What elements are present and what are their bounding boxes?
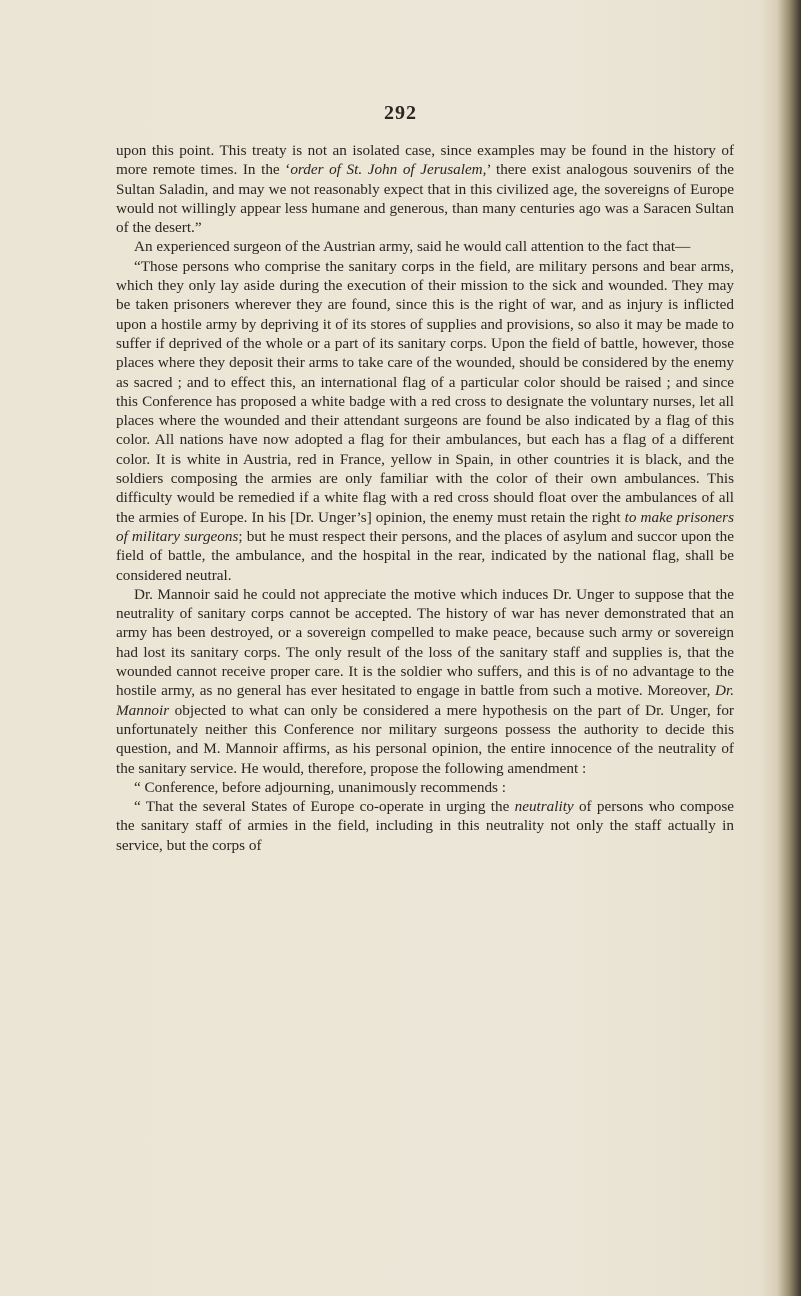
italic-phrase: order of St. John of Jerusalem,	[290, 161, 487, 179]
paragraph-6: “ That the several States of Europe co-operate in urging the neutrality of persons who compose the sanitary staff of armies in the field, including in this neutrality not only the staff actually in service, but the corps of	[116, 798, 735, 854]
italic-phrase: neutrality	[514, 798, 574, 816]
italic-phrase: to make prisoners of military surgeons	[116, 508, 734, 545]
italic-phrase: Dr. Mannoir	[116, 682, 734, 719]
paragraph-3: “Those persons who comprise the sanitary corps in the field, are military persons and bear arms, which they only lay aside during the execution of their mission to the sick and wounded. They may be taken prisoners wherever they are found, since this is the right of war, and as injury is inflicted upon a hostile army by depriving it of its stores of supplies and provisions, so also it may be made to suffer if deprived of the whole or a part of its sanitary corps. Upon the field of battle, however, those places where they deposit their arms to take care of the wounded, should be considered by the enemy as sacred ; and to effect this, an international flag of a particular color should be raised ; and since this Conference has proposed a white badge with a red cross to designate the voluntary nurses, let all places where the wounded and their attendant surgeons are found be also indicated by a flag of this color. All nations have now adopted a flag for their ambulances, but each has a flag of a different color. It is white in Austria, red in France, yellow in Spain, in other countries it is black, and the soldiers composing the armies are only familiar with the color of their own ambulances. This difficulty would be remedied if a white flag with a red cross should float over the ambulances of all the armies of Europe. In his [Dr. Unger’s] opinion, the enemy must retain the right to make prisoners of military surgeons; but he must respect their persons, and the places of asylum and succor upon the field of battle, the ambulance, and the hospital in the rear, indicated by the national flag, shall be considered neutral.	[116, 257, 734, 584]
paragraph-4: Dr. Mannoir said he could not appreciate the motive which induces Dr. Unger to suppose that the neutrality of sanitary corps cannot be accepted. The history of war has never demonstrated that an army has been destroyed, or a sovereign compelled to make peace, because such army or sovereign had lost its sanitary corps. The only result of the loss of the sanitary staff and supplies is, that the wounded cannot receive proper care. It is the soldier who suffers, and this is of no advantage to the hostile army, as no general has ever hesitated to engage in battle from such a motive. Moreover, Dr. Mannoir objected to what can only be considered a mere hypothesis on the part of Dr. Unger, for unfortunately neither this Conference nor military surgeons possess the authority to decide this question, and M. Mannoir affirms, as his personal opinion, the entire innocence of the neutrality of the sanitary service. He would, therefore, propose the following amendment :	[116, 585, 734, 777]
paragraph-2: An experienced surgeon of the Austrian army, said he would call attention to the fact that—	[134, 238, 691, 256]
paragraph-1: upon this point. This treaty is not an isolated case, since examples may be found in the history of more remote times. In the ‘order of St. John of Jerusalem,’ there exist analogous souvenirs of the Sultan Saladin, and may we not reasonably expect that in this civilized age, the sovereigns of Europe would not willingly appear less humane and generous, than many centuries ago was a Saracen Sultan of the desert.”	[116, 142, 734, 237]
page-number: 292	[384, 102, 417, 124]
page-edge	[761, 0, 801, 1296]
body-text	[116, 141, 734, 855]
paragraph-5: “ Conference, before adjourning, unanimously recommends :	[134, 778, 506, 796]
